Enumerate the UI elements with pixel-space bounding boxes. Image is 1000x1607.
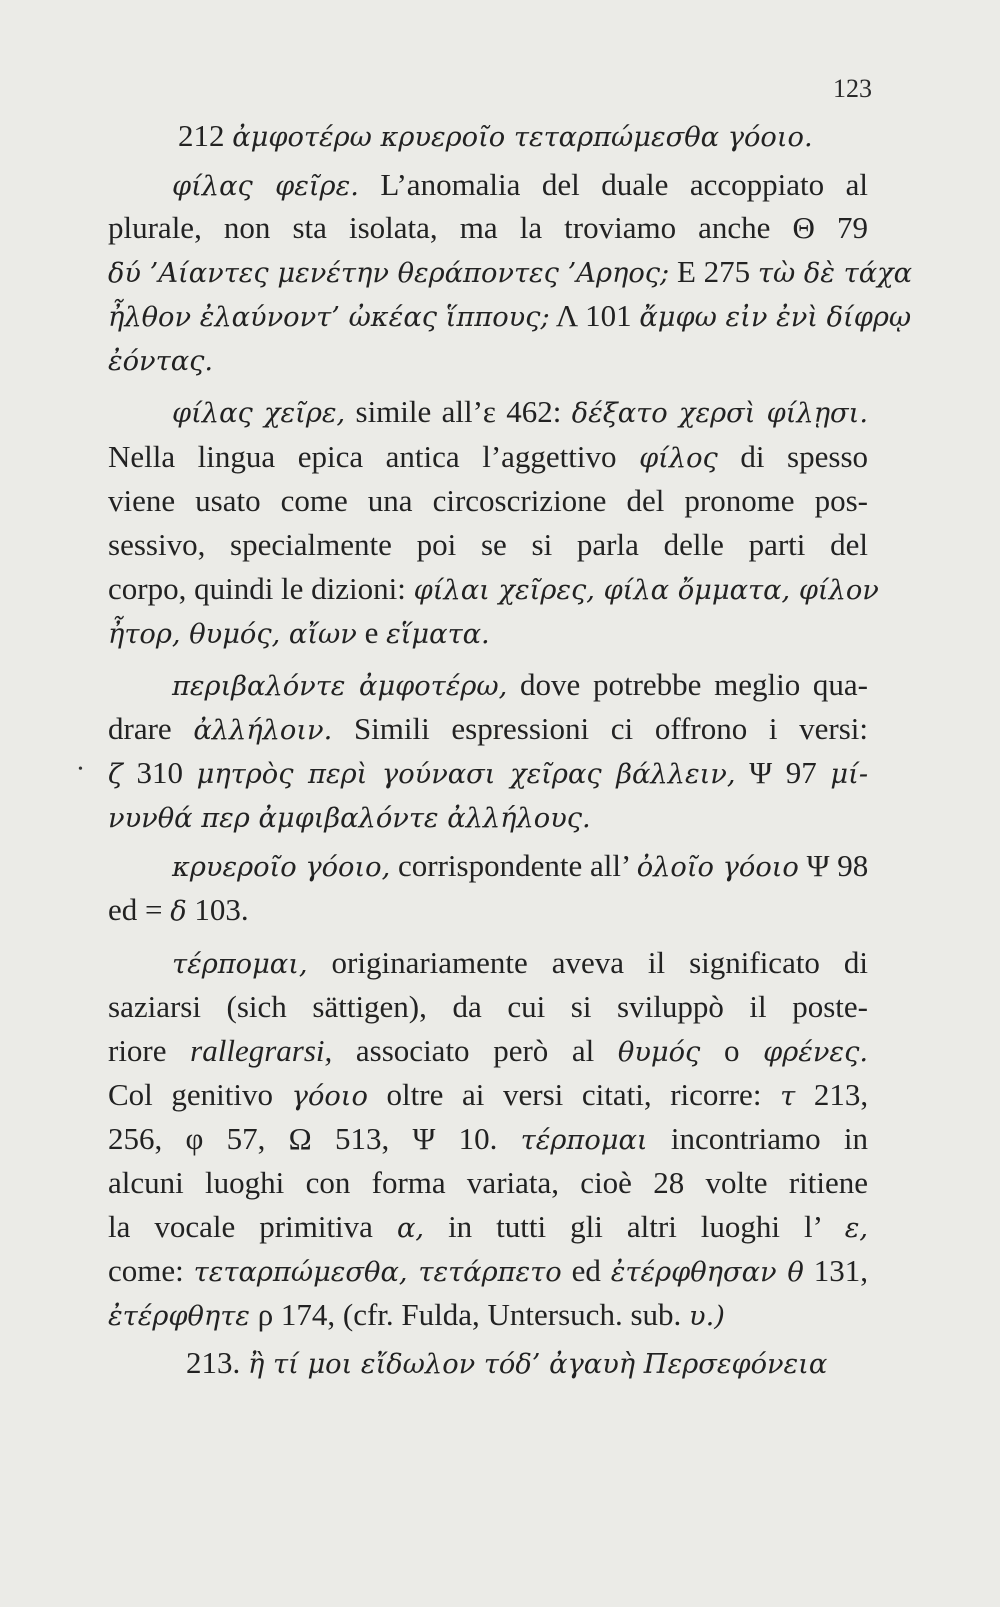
text-line: Col genitivo γόοιο oltre ai versi citati, ricorre: τ 213, — [108, 1077, 869, 1112]
text-line: riore rallegrarsi, associato però al θυμός o φρένες. — [108, 1033, 869, 1068]
text-line: 256, φ 57, Ω 513, Ψ 10. τέρπομαι incontriamo in — [108, 1121, 868, 1156]
text-line: come: τεταρπώμεσθα, τετάρπετο ed ἐτέρφθησαν θ 131, — [108, 1253, 869, 1288]
text-line: Nella lingua epica antica l’aggettivo φίλος di spesso — [108, 439, 869, 474]
text-line: corpo, quindi le dizioni: φίλαι χεῖρες, φίλα ὄμματα, φίλον — [108, 571, 879, 606]
text-line: ἐτέρφθητε ρ 174, (cfr. Fulda, Untersuch. sub. υ.) — [108, 1297, 725, 1332]
text-line: φίλας φεῖρε. L’anomalia del duale accoppiato al — [172, 167, 869, 202]
text-line: φίλας χεῖρε, simile all’ε 462: δέξατο χερσὶ φίλῃσι. — [172, 394, 869, 429]
text-line: ζ 310 μητρὸς περὶ γούνασι χεῖρας βάλλειν, Ψ 97 μί- — [108, 755, 869, 790]
verse-212: 212 ἀμφοτέρω κρυεροῖο τεταρπώμεσθα γόοιο. — [178, 118, 813, 153]
text-line: περιβαλόντε ἀμφοτέρω, dove potrebbe meglio qua- — [172, 667, 868, 702]
text-line: νυνθά περ ἀμφιβαλόντε ἀλλήλους. — [108, 803, 591, 834]
margin-mark: • — [78, 762, 83, 777]
text-line: ἐόντας. — [108, 346, 214, 377]
text-line: viene usato come una circoscrizione del pronome pos- — [108, 483, 868, 518]
text-line: la vocale primitiva α, in tutti gli altri luoghi l’ ε, — [108, 1209, 869, 1244]
text-line: plurale, non sta isolata, ma la troviamo anche Θ 79 — [108, 210, 868, 245]
verse-213: 213. ἢ τί μοι εἴδωλον τόδ’ ἀγαυὴ Περσεφόνεια — [186, 1345, 828, 1380]
text-line: saziarsi (sich sättigen), da cui si sviluppò il poste- — [108, 989, 868, 1024]
text-line: ἦλθον ἐλαύνοντ’ ὠκέας ἵππους; Λ 101 ἄμφω εἰν ἐνὶ δίφρῳ — [108, 298, 912, 333]
text-line: ἦτορ, θυμός, αἴων e εἵματα. — [108, 615, 490, 650]
text-line: ed = δ 103. — [108, 892, 249, 927]
text-line: τέρπομαι, originariamente aveva il significato di — [172, 945, 868, 980]
text-line: drare ἀλλήλοιν. Simili espressioni ci offrono i versi: — [108, 711, 869, 746]
text-line: κρυεροῖο γόοιο, corrispondente all’ ὀλοῖο γόοιο Ψ 98 — [172, 848, 869, 883]
page-number: 123 — [833, 74, 872, 103]
text-line: alcuni luoghi con forma variata, cioè 28 volte ritiene — [108, 1165, 868, 1200]
text-line: sessivo, specialmente poi se si parla delle parti del — [108, 527, 868, 562]
text-line: δύ ’Αίαντες μενέτην θεράποντες ’Αρηος; E 275 τὼ δὲ τάχα — [108, 254, 913, 289]
